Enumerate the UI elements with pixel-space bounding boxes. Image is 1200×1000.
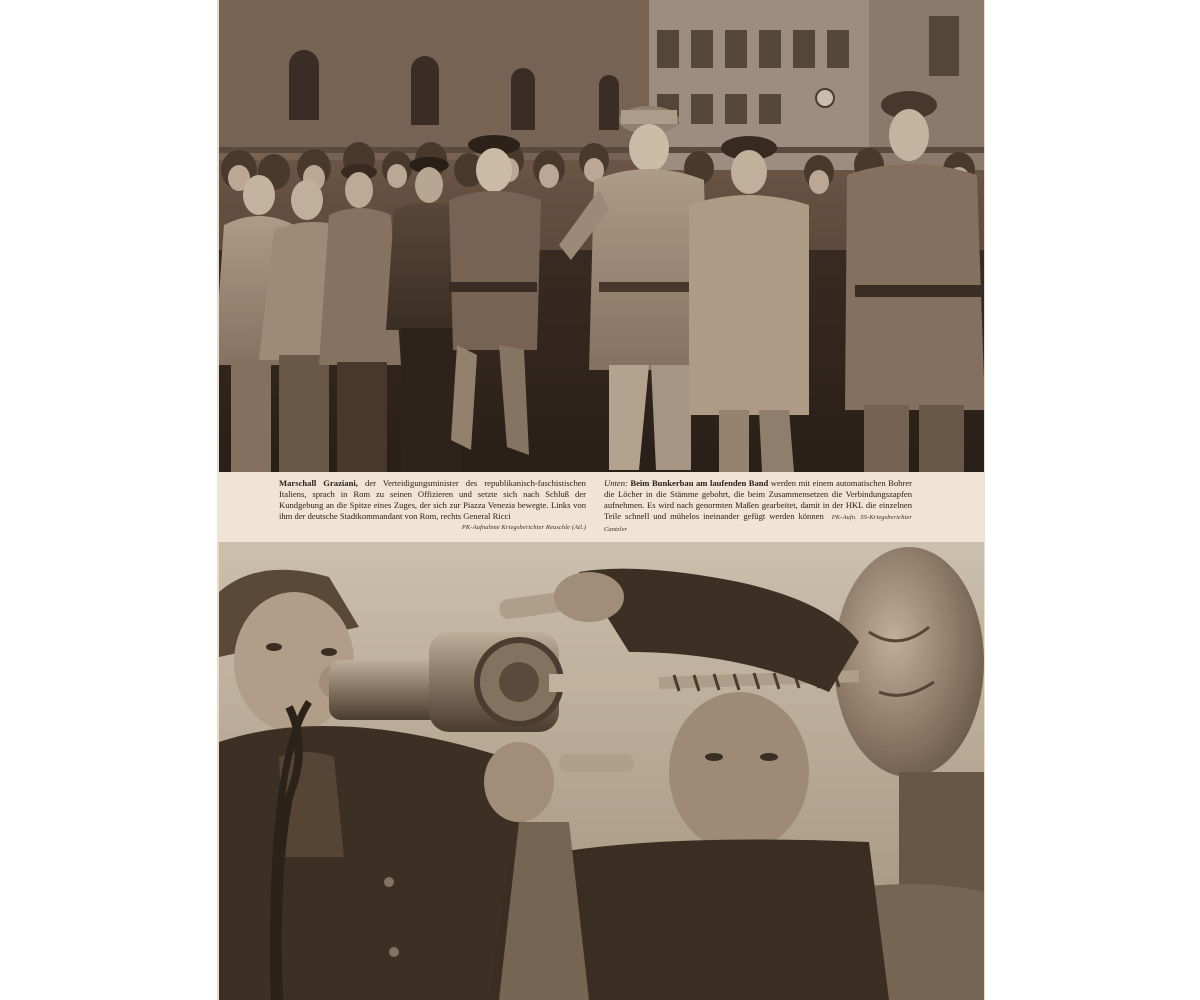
caption-prefix-unten: Unten: bbox=[604, 478, 628, 488]
photo-bunker-drilling bbox=[219, 542, 984, 1000]
photo-officers-parade bbox=[219, 0, 984, 472]
photo-credit-reuschle: PK-Aufnahme Kriegsberichter Reuschle (Atl.) bbox=[461, 524, 586, 531]
caption-lead-graziani: Marschall Graziani, bbox=[279, 478, 358, 488]
caption-lead-bunkerbau: Beim Bunkerbau am laufenden Band bbox=[630, 478, 769, 488]
magazine-page bbox=[217, 0, 985, 1000]
top-photo-caption bbox=[279, 478, 586, 533]
photo-credit-cantzler: PK-Aufn. SS-Kriegsberichter Cantzler bbox=[604, 514, 912, 533]
caption-body-graziani: der Verteidigungsminister des republikanisch-faschistischen Italiens, sprach in Rom zu seinen Offizieren und setzte sich nach Schluß der Kundgebung an die Spitze eines Zuges, der sich zur Piazza Venezia bewegte. Links von ihm der deutsche Stadtkommandant von Rom, rechts General Ricci bbox=[279, 478, 586, 521]
caption-body-bunkerbau: werden mit einem automatischen Bohrer die Löcher in die Stämme gebohrt, die beim Zusammensetzen die Verbindungszapfen aufnehmen. Es wird nach genormten Maßen gearbeitet, damit in der HKL die einzelnen Teile schnell und mühelos ineinander gefügt werden können bbox=[604, 478, 912, 521]
caption-band bbox=[217, 472, 985, 542]
bottom-photo-caption bbox=[604, 478, 912, 535]
